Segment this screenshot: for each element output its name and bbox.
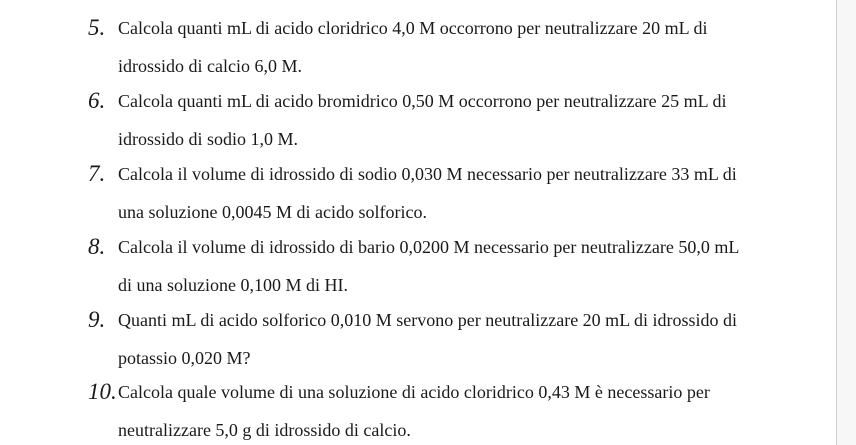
exercise-text-line-2: idrossido di calcio 6,0 M. [118, 56, 302, 76]
exercise-number: 8. [88, 234, 106, 259]
exercise-text-line-2: potassio 0,020 M? [118, 348, 251, 368]
exercise-text-line-1: Quanti mL di acido solforico 0,010 M servono per neutralizzare 20 mL di idrossido di [118, 310, 738, 330]
exercise-text-line-1: Calcola quale volume di una soluzione di acido cloridrico 0,43 M è necessario per [118, 382, 710, 402]
exercise-number: 10. [88, 379, 117, 404]
exercise-text-line-2: idrossido di sodio 1,0 M. [118, 129, 299, 149]
exercise-number: 7. [88, 161, 106, 186]
exercise-text-line-1: Calcola quanti mL di acido cloridrico 4,0 M occorrono per neutralizzare 20 mL di [118, 18, 708, 38]
exercise-text-line-2: una soluzione 0,0045 M di acido solforico. [118, 202, 427, 222]
exercise-text-line-1: Calcola quanti mL di acido bromidrico 0,50 M occorrono per neutralizzare 25 mL di [118, 91, 727, 111]
exercise-number: 6. [88, 88, 106, 113]
exercise-text-line-1: Calcola il volume di idrossido di sodio 0,030 M necessario per neutralizzare 33 mL di [118, 164, 737, 184]
exercise-number: 9. [88, 307, 106, 332]
exercise-text-line-2: neutralizzare 5,0 g di idrossido di calcio. [118, 420, 411, 440]
page-gutter [837, 0, 856, 445]
exercise-text-line-2: di una soluzione 0,100 M di HI. [118, 275, 348, 295]
exercise-text-line-1: Calcola il volume di idrossido di bario 0,0200 M necessario per neutralizzare 50,0 mL [118, 237, 740, 257]
exercise-number: 5. [88, 15, 106, 40]
